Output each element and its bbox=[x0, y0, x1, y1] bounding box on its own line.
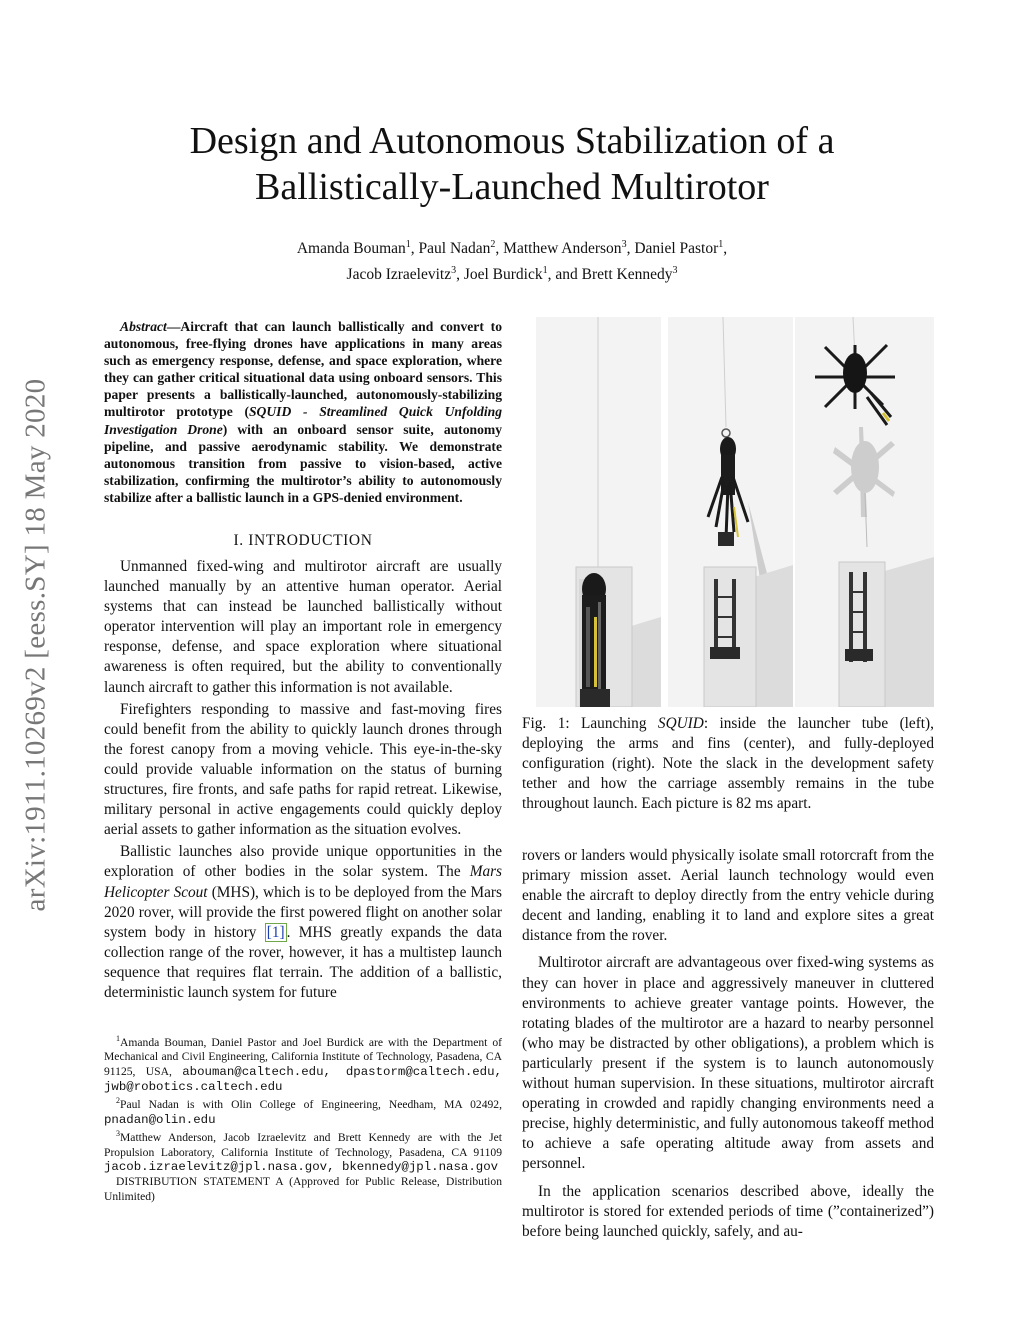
author-list bbox=[120, 234, 904, 286]
right-column bbox=[522, 846, 934, 1242]
caption-text: : inside the launcher tube (left), deploying the arms and fins (center), and fully-deployed configuration (right). Note the slack in the development safety tether and how the carriage assembly remains in the tube throughout launch. Each picture is 82 ms apart. bbox=[522, 715, 934, 813]
title-line-1: Design and Autonomous Stabilization of a bbox=[189, 120, 835, 162]
citation-link[interactable]: [1] bbox=[266, 923, 285, 941]
photo-panel-center bbox=[668, 317, 793, 707]
footnote-text: Matthew Anderson, Jacob Izraelevitz and Brett Kennedy are with the Jet Propulsion Laboratory, California Institute of Technology, Pasadena, CA 91109 bbox=[104, 1131, 502, 1159]
mars-helicopter-name: Mars Helicopter Scout bbox=[104, 863, 502, 901]
author-affiliation: 3 bbox=[451, 265, 457, 277]
footnotes bbox=[104, 1032, 502, 1204]
intro-p3-text: Ballistic launches also provide unique opportunities in the exploration of other bodies in the solar system. The bbox=[104, 843, 502, 881]
intro-paragraph-3 bbox=[104, 842, 502, 1003]
title-line-2: Ballistically-Launched Multirotor bbox=[255, 166, 769, 208]
caption-drone-name: SQUID bbox=[657, 715, 704, 732]
arxiv-sidebar bbox=[6, 305, 66, 985]
launcher-tube-photo bbox=[536, 317, 661, 707]
author-affiliation: 3 bbox=[621, 239, 627, 250]
figure-1 bbox=[536, 317, 934, 707]
author-name: Daniel Pastor bbox=[634, 240, 719, 258]
footnote-email: abouman@caltech.edu, dpastorm@caltech.edu, jwb@robotics.caltech.edu bbox=[104, 1065, 502, 1094]
author-affiliation: 3 bbox=[672, 265, 678, 277]
photo-panel-right bbox=[795, 317, 934, 707]
author-separator: , bbox=[410, 240, 419, 258]
paper-title bbox=[90, 118, 934, 210]
figure-caption bbox=[522, 714, 934, 814]
photo-panel-left bbox=[536, 317, 661, 707]
distribution-statement: DISTRIBUTION STATEMENT A (Approved for Public Release, Distribution Unlimited) bbox=[104, 1174, 502, 1203]
footnote-2 bbox=[104, 1094, 502, 1127]
intro-column bbox=[104, 557, 502, 1003]
author-separator: , bbox=[626, 240, 635, 258]
right-paragraph-1: rovers or landers would physically isolate small rotorcraft from the primary mission asset. Aerial launch technology would even enable the aircraft to deploy directly from the entry vehicle during decent and landing, enabling it to land and explore sites a great distance from the rover. bbox=[522, 847, 934, 945]
footnote-mark: 1 bbox=[116, 1034, 120, 1043]
right-paragraph-3: In the application scenarios described above, ideally the multirotor is stored for extended periods of time (”containerized”) before being launched quickly, safely, and au- bbox=[522, 1182, 934, 1240]
author-separator: , bbox=[723, 240, 728, 258]
arxiv-identifier: arXiv:1911.10269v2 [eess.SY] 18 May 2020 bbox=[19, 378, 52, 912]
author-affiliation: 1 bbox=[718, 239, 724, 250]
author-affiliation: 1 bbox=[542, 265, 548, 277]
footnote-1 bbox=[104, 1032, 502, 1094]
deploying-arms-photo bbox=[668, 317, 793, 707]
footnote-text: Amanda Bouman, Daniel Pastor and Joel Burdick are with the Department of Mechanical and Civil Engineering, California Institute of Technology, Pasadena, CA 91125, USA, bbox=[104, 1035, 502, 1079]
fully-deployed-photo bbox=[795, 317, 934, 707]
author-name: Matthew Anderson bbox=[503, 240, 622, 258]
caption-prefix: Fig. 1: Launching bbox=[522, 715, 658, 732]
footnote-email: jacob.izraelevitz@jpl.nasa.gov, bkennedy@jpl.nasa.gov bbox=[104, 1160, 499, 1175]
abstract-text-end: ) with an onboard sensor suite, autonomy pipeline, and passive aerodynamic stability. We demonstrate autonomous transition from passive to vision-based, active stabilization, confirming the multirotor’s ability to autonomously stabilize after a ballistic launch in a GPS-denied environment. bbox=[104, 421, 502, 505]
author-name: Jacob Izraelevitz bbox=[346, 266, 452, 284]
author-affiliation: 1 bbox=[405, 239, 411, 250]
section-heading: I. INTRODUCTION bbox=[233, 532, 373, 549]
footnote-mark: 3 bbox=[116, 1129, 120, 1139]
footnote-text: Paul Nadan is with Olin College of Engineering, Needham, MA 02492, bbox=[120, 1098, 502, 1112]
abstract-acronym: SQUID - Streamlined Quick Unfolding Investigation Drone bbox=[104, 404, 502, 437]
intro-paragraph-2: Firefighters responding to massive and fast-moving fires could benefit from the ability to quickly launch drones through the forest canopy from a moving vehicle. This eye-in-the-sky could provide valuable information on the status of burning structures, fire fronts, and safe paths for rapid retreat. Likewise, military personal in active engagements could quickly deploy aerial assets to gather information as the situation evolves. bbox=[104, 700, 502, 839]
author-name: Amanda Bouman bbox=[296, 240, 406, 258]
author-name: Joel Burdick bbox=[463, 266, 543, 284]
footnote-email: pnadan@olin.edu bbox=[104, 1112, 216, 1127]
footnote-3 bbox=[104, 1127, 502, 1175]
author-separator: , and bbox=[547, 266, 582, 284]
author-line-2 bbox=[120, 260, 904, 286]
intro-p3-mid: (MHS), which is to be deployed from the Mars 2020 rover, will provide the first powered flight on another solar system body in history bbox=[104, 883, 502, 941]
author-name: Brett Kennedy bbox=[581, 266, 673, 284]
author-separator: , bbox=[495, 240, 504, 258]
author-name: Paul Nadan bbox=[418, 240, 491, 258]
intro-paragraph-1: Unmanned fixed-wing and multirotor aircraft are usually launched manually by an attentive human operator. Aerial systems that can instead be launched ballistically without operator intervention will play an important role in emergency response, defense, and space exploration where situational awareness is often required, but the ability to conventionally launch aircraft to gather this information is not available. bbox=[104, 558, 502, 696]
intro-p3-end: . MHS greatly expands the data collection range of the rover, however, it has a multistep launch sequence that requires flat terrain. The addition of a ballistic, deterministic launch system for future bbox=[104, 923, 502, 1001]
author-affiliation: 2 bbox=[490, 239, 496, 250]
author-line-1 bbox=[120, 234, 904, 260]
footnote-mark: 2 bbox=[116, 1096, 120, 1106]
author-separator: , bbox=[456, 266, 464, 284]
abstract-label: Abstract bbox=[120, 319, 167, 334]
abstract-text: —Aircraft that can launch ballistically and convert to autonomous, free-flying drones have applications in many areas such as emergency response, defense, and space exploration, where they can gather critical situational data using onboard sensors. This paper presents a ballistically-launched, autonomously-stabilizing multirotor prototype ( bbox=[104, 319, 502, 420]
abstract bbox=[104, 318, 502, 506]
right-paragraph-2: Multirotor aircraft are advantageous over fixed-wing systems as they can hover in place and aggressively maneuver in cluttered environments to achieve greater vantage points. However, the rotating blades of the multirotor are a hazard to nearby personnel (who may be distracted by other obligations), a problem which is particularly present if the system is to launch autonomously without human supervision. In these situations, multirotor aircraft operating in crowded and rapidly changing environments need a precise, highly deterministic, and fully autonomous takeoff method to achieve a safe operating altitude away from assets and personnel. bbox=[522, 954, 934, 1173]
